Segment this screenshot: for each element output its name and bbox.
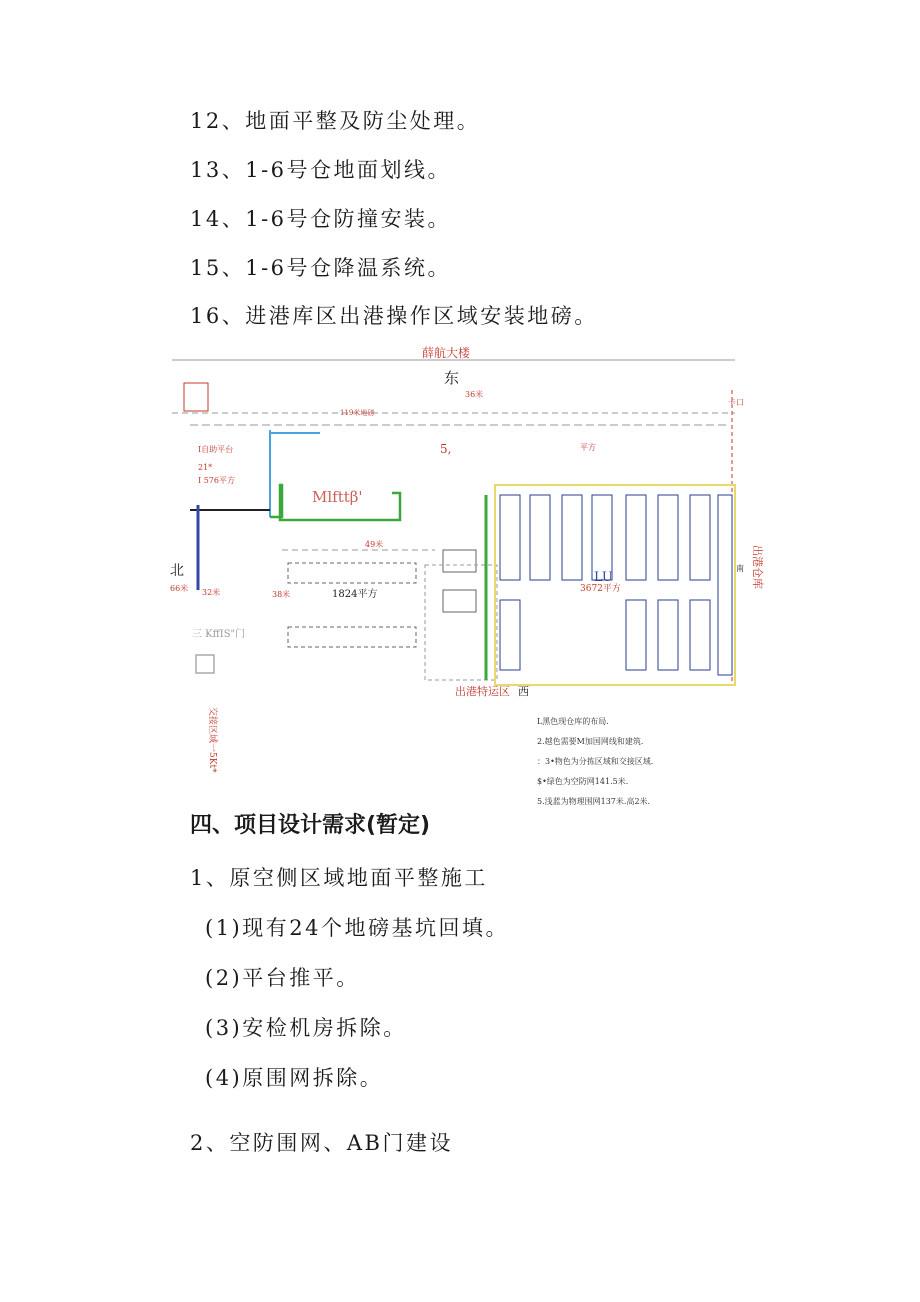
legend-item-5: 5.浅蓝为物理围网137米.高2米. [537,797,651,806]
legend-item-2: 2.越色需要M加国网线和建筑. [537,737,644,746]
sub-item-4: (4)原围网拆除。 [205,1066,384,1090]
garbled-5: 5, [440,442,452,456]
storage-block-1 [288,563,416,583]
section-title: 四、项目设计需求(暂定) [190,813,431,838]
legend-item-3: ：3•物色为分拣区域和交接区域. [537,757,654,766]
zone-21-label: 21* [198,463,213,472]
text-line-12: 12、地面平整及防尘处理。 [190,109,481,133]
text-line-15: 15、1-6号仓降温系统。 [190,256,452,280]
legend-item-1: L黑色现仓库的布局. [537,717,609,726]
len-66-label: 66米 [170,584,189,593]
legend-item-4: $•绿色为空防网141.5米. [537,777,629,786]
self-platform-label: I自助平台 [198,445,234,454]
item-1: 1、原空侧区域地面平整施工 [190,866,488,890]
top-building-label: 薛航大楼 [422,346,471,360]
text-line-13: 13、1-6号仓地面划线。 [190,158,452,182]
area-576-label: I 576平方 [198,476,235,485]
outbound-area-label: 出港特运区 [455,685,510,698]
storage-block-2 [288,627,416,647]
item-2: 2、空防围网、AB门建设 [190,1131,453,1155]
sub-item-2: (2)平台推平。 [205,966,360,990]
len-32-label: 32米 [202,588,221,597]
sub-item-1: (1)现有24个地磅基坑回填。 [205,916,509,940]
garbled-platform: 平方 [580,443,596,452]
legend [537,712,653,812]
len-119-label: 119米地磅 [340,409,375,417]
garbled-mlf: Mlfttβ' [312,488,363,506]
len-38-label: 38米 [272,590,291,599]
room-2 [443,590,476,612]
text-line-14: 14、1-6号仓防撞安装。 [190,207,452,231]
garbled-kffis: 三 KffIS"门 [192,629,246,640]
area-1824-label: 1824平方 [332,589,378,600]
garbled-lu: LU [594,570,613,585]
sub-item-3: (3)安检机房拆除。 [205,1016,407,1040]
guard-house [184,383,208,411]
north-label: 北 [170,563,184,579]
len-36-label: 36米 [465,390,484,399]
text-line-16: 16、进港库区出港操作区域安装地磅。 [190,304,598,328]
warehouse-floor-plan [170,345,764,785]
gray-box [196,655,214,673]
room-1 [443,550,476,572]
area-3672-label: 3672平方 [580,584,621,594]
east-label: 东 [444,369,460,387]
handover-zone-label: 交接区域一5Kt* [207,707,217,773]
south-label: 南 [736,564,744,573]
checkpoint-label: 卡口 [728,398,744,407]
len-49-label: 49米 [365,540,384,549]
west-label: 西 [518,685,529,698]
outbound-warehouse-label: 出港仓库 [751,545,764,589]
